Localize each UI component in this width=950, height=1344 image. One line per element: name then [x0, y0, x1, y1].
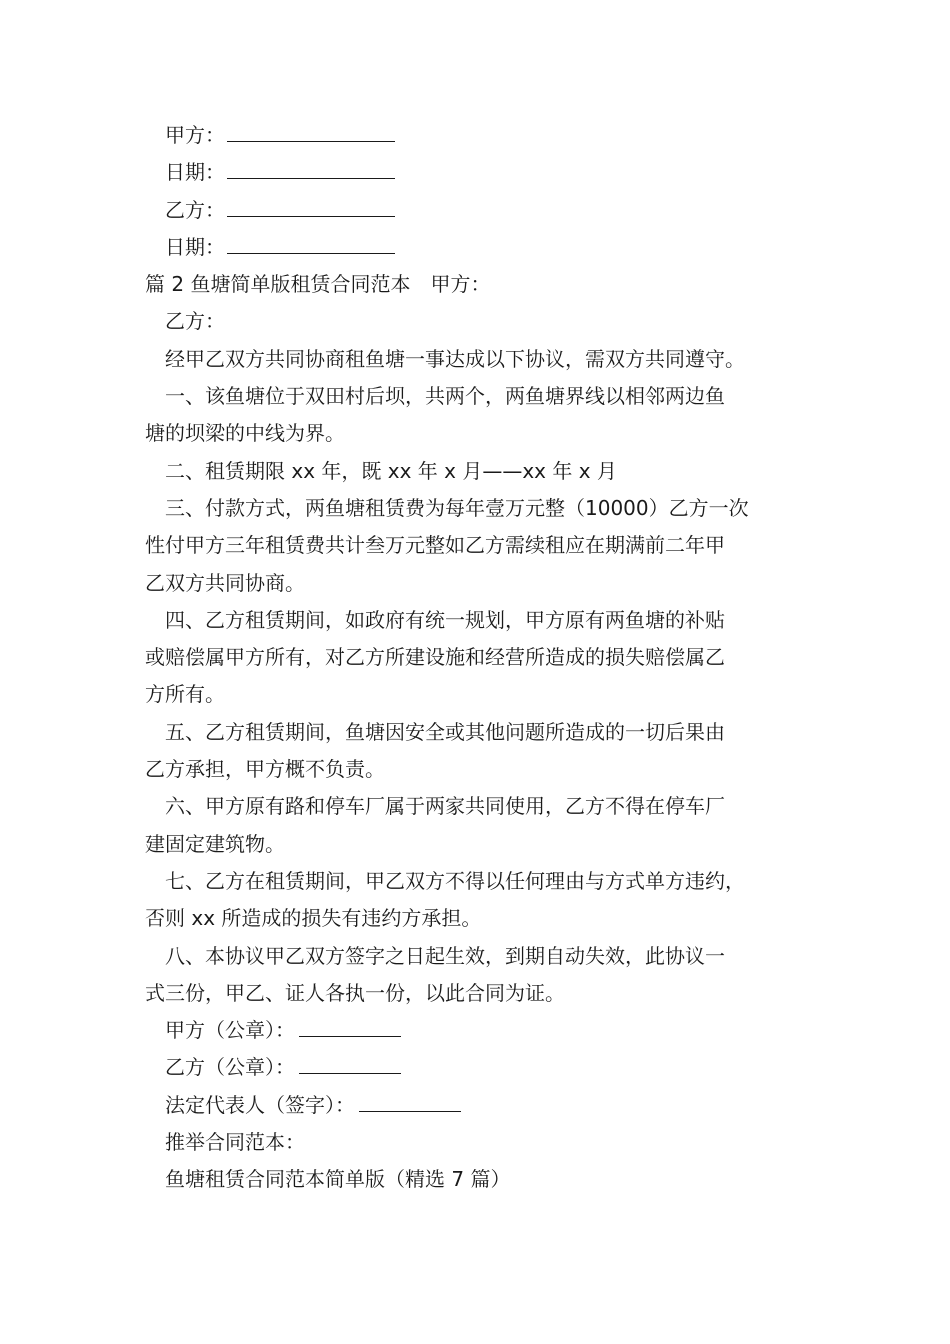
date-label-1: 日期： — [165, 160, 225, 185]
clause-4-line-1: 四、乙方租赁期间，如政府有统一规划，甲方原有两鱼塘的补贴 — [165, 607, 725, 632]
signature-line-date-2 — [145, 229, 820, 266]
signature-line-party-a — [145, 117, 820, 154]
recommend-item-link[interactable]: 鱼塘租赁合同范本简单版（精选 7 篇） — [165, 1167, 511, 1192]
clause-8-line-1: 八、本协议甲乙双方签字之日起生效，到期自动失效，此协议一 — [165, 943, 725, 968]
date-blank-1 — [227, 154, 395, 179]
intro-paragraph: 经甲乙双方共同协商租鱼塘一事达成以下协议，需双方共同遵守。 — [165, 346, 745, 371]
party-a-blank — [227, 117, 395, 142]
clause-4-line-3: 方所有。 — [145, 682, 225, 707]
legal-rep-line — [145, 1087, 820, 1124]
signature-line-date-1 — [145, 154, 820, 191]
clause-7-line-2: 否则 xx 所造成的损失有违约方承担。 — [145, 906, 482, 931]
signature-line-party-b — [145, 192, 820, 229]
seal-line-party-a — [145, 1012, 820, 1049]
clause-3-line-1: 三、付款方式，两鱼塘租赁费为每年壹万元整（10000）乙方一次 — [165, 495, 749, 520]
clause-6-line-1: 六、甲方原有路和停车厂属于两家共同使用，乙方不得在停车厂 — [165, 794, 725, 819]
seal-line-party-b — [145, 1049, 820, 1086]
legal-rep-label: 法定代表人（签字）： — [165, 1092, 355, 1117]
clause-7-line-1: 七、乙方在租赁期间，甲乙双方不得以任何理由与方式单方违约， — [165, 868, 745, 893]
document-body — [145, 117, 820, 1199]
party-b-label: 乙方： — [165, 197, 225, 222]
clause-8-line-2: 式三份，甲乙、证人各执一份，以此合同为证。 — [145, 980, 565, 1005]
party-a-seal-label: 甲方（公章）： — [165, 1018, 295, 1043]
clause-5-line-1: 五、乙方租赁期间，鱼塘因安全或其他问题所造成的一切后果由 — [165, 719, 725, 744]
legal-rep-blank — [359, 1087, 461, 1112]
party-a-label: 甲方： — [165, 123, 225, 147]
party-b-line: 乙方： — [165, 309, 225, 334]
clause-6-line-2: 建固定建筑物。 — [145, 831, 285, 856]
date-label-2: 日期： — [165, 234, 225, 259]
recommend-label: 推举合同范本： — [165, 1130, 305, 1155]
party-b-seal-blank — [299, 1049, 401, 1074]
clause-1-line-2: 塘的坝梁的中线为界。 — [145, 421, 345, 446]
clause-4-line-2: 或赔偿属甲方所有，对乙方所建设施和经营所造成的损失赔偿属乙 — [145, 645, 725, 670]
clause-3-line-2: 性付甲方三年租赁费共计叁万元整如乙方需续租应在期满前二年甲 — [145, 533, 725, 558]
clause-3-line-3: 乙双方共同协商。 — [145, 570, 305, 595]
date-blank-2 — [227, 229, 395, 254]
article-heading: 篇 2 鱼塘简单版租赁合同范本 甲方： — [145, 272, 491, 297]
clause-2-line-1: 二、租赁期限 xx 年，既 xx 年 x 月——xx 年 x 月 — [165, 458, 617, 483]
party-a-seal-blank — [299, 1012, 401, 1037]
clause-5-line-2: 乙方承担，甲方概不负责。 — [145, 757, 385, 782]
clause-1-line-1: 一、该鱼塘位于双田村后坝，共两个，两鱼塘界线以相邻两边鱼 — [165, 384, 725, 409]
party-b-seal-label: 乙方（公章）： — [165, 1055, 295, 1080]
party-b-blank — [227, 192, 395, 217]
